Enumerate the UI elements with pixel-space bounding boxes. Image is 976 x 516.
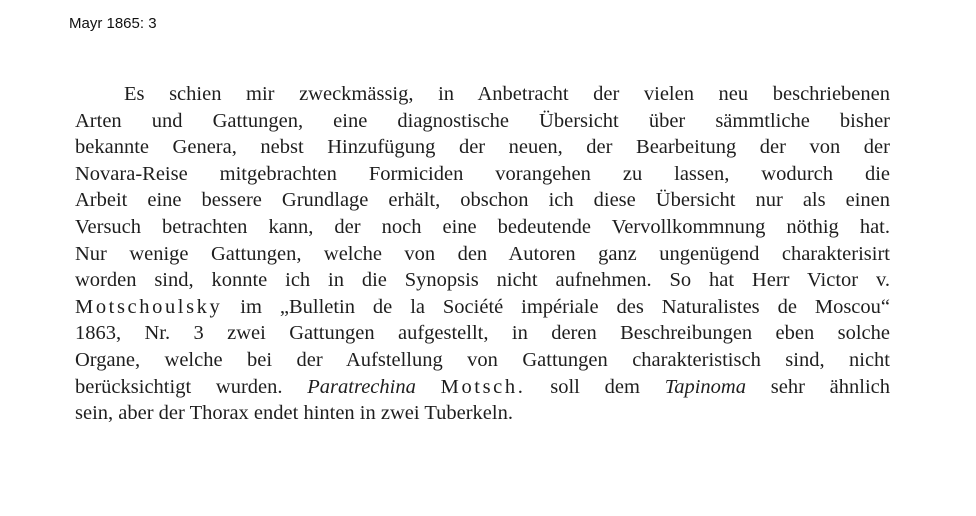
text-line [75,214,890,241]
text-line [75,108,890,135]
spaced-author-name: Motschoulsky [75,295,223,318]
text-segment: 1863, Nr. 3 zwei Gattungen aufgestellt, in deren Beschreibungen eben solche [75,322,890,345]
text-segment: Es schien mir zweckmässig, in Anbetracht der vielen neu beschriebenen [124,83,890,105]
text-segment: Novara-Reise mitgebrachten Formiciden vorangehen zu lassen, wodurch die [75,162,890,185]
text-segment: Versuch betrachten kann, der noch eine bedeutende Vervollkommnung nöthig hat. [75,215,890,238]
text-line [75,347,890,374]
italic-taxon-name: Tapinoma [664,375,746,398]
text-segment: Organe, welche bei der Aufstellung von Gattungen charakteristisch sind, nicht [75,348,890,371]
text-segment: Arbeit eine bessere Grundlage erhält, obschon ich diese Übersicht nur als einen [75,189,890,212]
text-line [75,320,890,347]
text-segment: Arten und Gattungen, eine diagnostische Übersicht über sämmtliche bisher [75,109,890,132]
text-segment: sein, aber der Thorax endet hinten in zwei Tuberkeln. [75,402,513,425]
text-line [75,161,890,188]
text-segment: im „Bulletin de la Société impériale des Naturalistes de Moscou“ [222,295,890,318]
text-line [75,187,890,214]
text-line [75,374,890,401]
text-segment: Nur wenige Gattungen, welche von den Autoren ganz ungenügend charakterisirt [75,242,890,265]
text-line [75,241,890,268]
text-segment: bekannte Genera, nebst Hinzufügung der neuen, der Bearbeitung der von der [75,136,890,159]
spaced-author-name: Motsch. [440,375,526,398]
text-segment: sehr ähnlich [745,375,890,398]
text-segment: berücksichtigt wurden. [75,375,308,398]
text-segment [416,376,441,398]
text-line [75,134,890,161]
text-line [75,294,890,321]
italic-taxon-name: Paratrechina [307,375,416,398]
text-segment: soll dem [525,375,665,398]
document-paragraph [75,81,890,427]
text-line [75,267,890,294]
text-line [75,400,890,427]
source-label: Mayr 1865: 3 [69,15,157,32]
text-line [75,81,890,108]
text-segment: worden sind, konnte ich in die Synopsis nicht aufnehmen. So hat Herr Victor v. [75,269,890,292]
